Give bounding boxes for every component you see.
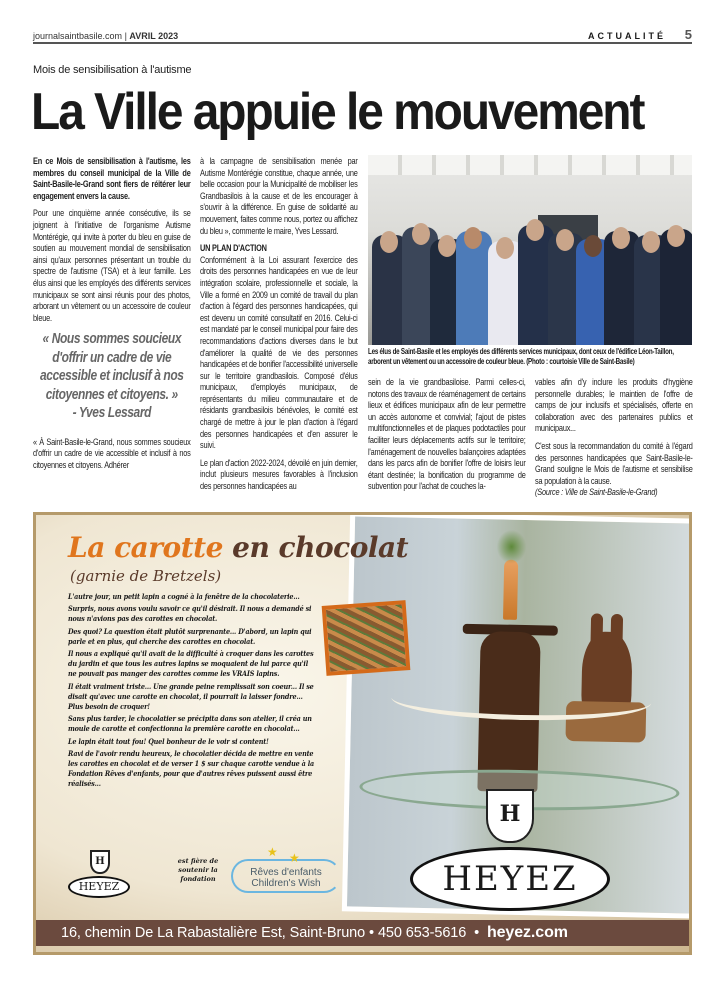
star-icon: ★ <box>289 851 300 865</box>
heyez-shield-icon: H <box>486 789 534 843</box>
paragraph: C'est sous la recommandation du comité à l'égard des personnes handicapées que Saint-Basile-le-Grand souligne le Mois de l'autisme et sensibilise sa population à la cause. <box>535 440 693 486</box>
pull-quote-text: « Nous sommes soucieux d'offrir un cadre de vie accessible et inclusif à nos citoyennes et citoyens. » <box>40 330 184 403</box>
ad-phone[interactable]: 450 653-5616 <box>377 925 467 941</box>
ad-contact-bar: 16, chemin De La Rabastalière Est, Saint-Bruno • 450 653-5616 • heyez.com <box>36 920 689 946</box>
lead-paragraph: En ce Mois de sensibilisation à l'autisme, les membres du conseil municipal de la Ville de Saint-Basile-le-Grand sont fiers de réitérer leur engagement envers la cause. <box>33 156 191 201</box>
ad-website-link[interactable]: heyez.com <box>486 924 568 941</box>
site-name: journalsaintbasile.com <box>33 31 123 41</box>
group-photo <box>368 155 692 345</box>
story-paragraph: Il était vraiment triste... Une grande peine remplissait son coeur... Il se disait qu'avec une carotte en chocolat, il pourrait la laisser fondre... Plus besoin de croquer! <box>68 681 314 712</box>
foundation-name-en: Children's Wish <box>251 878 321 889</box>
ad-address: 16, chemin De La Rabastalière Est, Saint-Bruno <box>61 925 366 941</box>
carrot-product-inset-photo <box>322 600 411 676</box>
ad-story <box>68 592 318 792</box>
foundation-name-fr: Rêves d'enfants <box>250 867 322 878</box>
article-column-1 <box>33 156 191 478</box>
cloud-icon <box>231 859 341 893</box>
paragraph: Pour une cinquième année consécutive, ils se joignent à l'initiative de l'organisme Autisme Montérégie, qui invite à porter du bleu en guise de soutien au mouvement mondial de sensibilisation ainsi qu'aux personnes présentant un trouble du spectre de l'autisme (TSA) et à leur famille. Les élus ainsi que les employés des différents services municipaux se sont ainsi réunis pour des photos, arborant un vêtement ou un accessoire de couleur bleue. <box>33 208 191 323</box>
article-column-2 <box>200 156 358 499</box>
story-paragraph: Des quoi? La question était plutôt surprenante... D'abord, un lapin qui parle et en plus, qui cherche des carottes en chocolat. <box>68 626 312 646</box>
heyez-logo-large: HEYEZ <box>410 847 610 911</box>
paragraph: Conformément à la Loi assurant l'exercice des droits des personnes handicapées en vue de leur intégration scolaire, professionnelle et sociale, la Ville a formé en 2009 un comité de travail du plan d'action à l'égard des personnes handicapées, qui est devenu un comité consultatif en 2016. Celui-ci est mandaté par le conseil municipal pour faire des recommandations d'actions diverses dans le but d'améliorer la qualité de vie des personnes handicapées et de bonifier l'accessibilité universelle sur le territoire grandbasilois. Composé d'élus municipaux, d'employés municipaux, de représentants du milieu communautaire et de résidants grandbasilois bénévoles, le comité est chargé de mettre à jour le plan d'action à l'égard des personnes handicapées et d'en assurer le suivi. <box>200 254 358 451</box>
issue-date: AVRIL 2023 <box>129 31 179 41</box>
ad-title-accent: La carotte <box>68 531 223 564</box>
paragraph: Le plan d'action 2022-2024, dévoilé en juin dernier, inclut plusieurs mesures favorables à l'inclusion des personnes handicapées au <box>200 457 358 492</box>
section-label: ACTUALITÉ <box>588 31 666 41</box>
story-paragraph: Le lapin était tout fou! Quel bonheur de le voir si content! <box>68 736 269 746</box>
heyez-advertisement[interactable] <box>33 512 692 955</box>
article-column-3 <box>368 377 526 499</box>
heyez-shield-icon: H <box>90 850 110 874</box>
star-icon: ★ <box>267 845 278 859</box>
pull-quote <box>33 330 191 423</box>
kicker: Mois de sensibilisation à l'autisme <box>33 64 192 76</box>
heyez-logo-small: HEYEZ <box>68 876 130 898</box>
photo-caption: Les élus de Saint-Basile et les employés des différents services municipaux, dont ceux de l'édifice Léon-Taillon, arborent un vêtement ou un accessoire de couleur bleue. (Photo : courtoisie Ville de Saint-Basile) <box>368 347 674 366</box>
story-paragraph: Surpris, nous avons voulu savoir ce qu'il désirait. Il nous a demandé si nous n'avions pas des carottes en chocolat. <box>68 604 312 624</box>
sponsor-text: est fière de soutenir la fondation <box>177 857 219 883</box>
story-paragraph: Ravi de l'avoir rendu heureux, le chocolatier décida de mettre en vente les carottes en chocolat et de verser 1 $ sur chaque carotte vendue à la Fondation Rêves d'enfants, pour que d'autres rêves puissent aussi être réalisés... <box>68 748 315 789</box>
separator: | <box>124 31 127 41</box>
ad-title <box>68 531 408 564</box>
paragraph: sein de la vie grandbasiloise. Parmi celles-ci, notons des travaux de réaménagement de certains lieux et édifices municipaux afin de leur permettre un accès autonome et convivial; l'ajout de pistes multifonctionnelles et de plaques podotactiles pour faciliter leurs déplacements actifs sur le territoire; l'aménagement de nouvelles balançoires adaptées dans les parcs afin de bonifier l'offre de loisirs leur étant destinée; la bonification du programme de subvention pour l'achat de couches la- <box>368 377 526 492</box>
article-column-4 <box>535 377 693 505</box>
story-paragraph: L'autre jour, un petit lapin a cogné à la fenêtre de la chocolaterie... <box>68 592 300 601</box>
paragraph: vables afin d'y inclure les produits d'hygiène personnelle durables; le maintien de l'offre de camps de jour inclusifs et spécialisés, offerte en collaboration avec des partenaires publics et municipaux... <box>535 377 693 434</box>
subheading: UN PLAN D'ACTION <box>200 243 267 254</box>
ad-title-rest: en chocolat <box>232 531 409 564</box>
paragraph: à la campagne de sensibilisation menée par Autisme Montérégie constitue, chaque année, une belle occasion pour la Municipalité de mobiliser les Grandbasilois à la cause et de les encourager à s'ouvrir à la différence. En guise de solidarité au mouvement, faites comme nous, portez ou affichez du bleu », commente le maire, Yves Lessard. <box>200 156 358 236</box>
story-paragraph: Il nous a expliqué qu'il avait de la difficulté à croquer dans les carottes du jardin et que tous les autres lapins se moquaient de lui parce qu'il ne pouvait pas manger des carottes comme les VRAIS lapins. <box>68 649 314 679</box>
story-paragraph: Sans plus tarder, le chocolatier se précipita dans son atelier, il créa un moule de carotte et confectionna la première carotte en chocolat... <box>68 714 312 734</box>
reves-denfants-logo <box>231 847 341 893</box>
headline: La Ville appuie le mouvement <box>31 83 644 141</box>
page-number: 5 <box>684 27 692 42</box>
page-header <box>33 27 692 44</box>
pull-quote-author: - Yves Lessard <box>72 404 152 422</box>
source-credit: (Source : Ville de Saint-Basile-le-Grand) <box>535 487 658 498</box>
masthead-info <box>33 31 178 41</box>
ad-subtitle: (garnie de Bretzels) <box>70 567 222 585</box>
paragraph: « À Saint-Basile-le-Grand, nous sommes soucieux d'offrir un cadre de vie accessible et inclusif à nos citoyennes et citoyens. Adhérer <box>33 436 191 470</box>
